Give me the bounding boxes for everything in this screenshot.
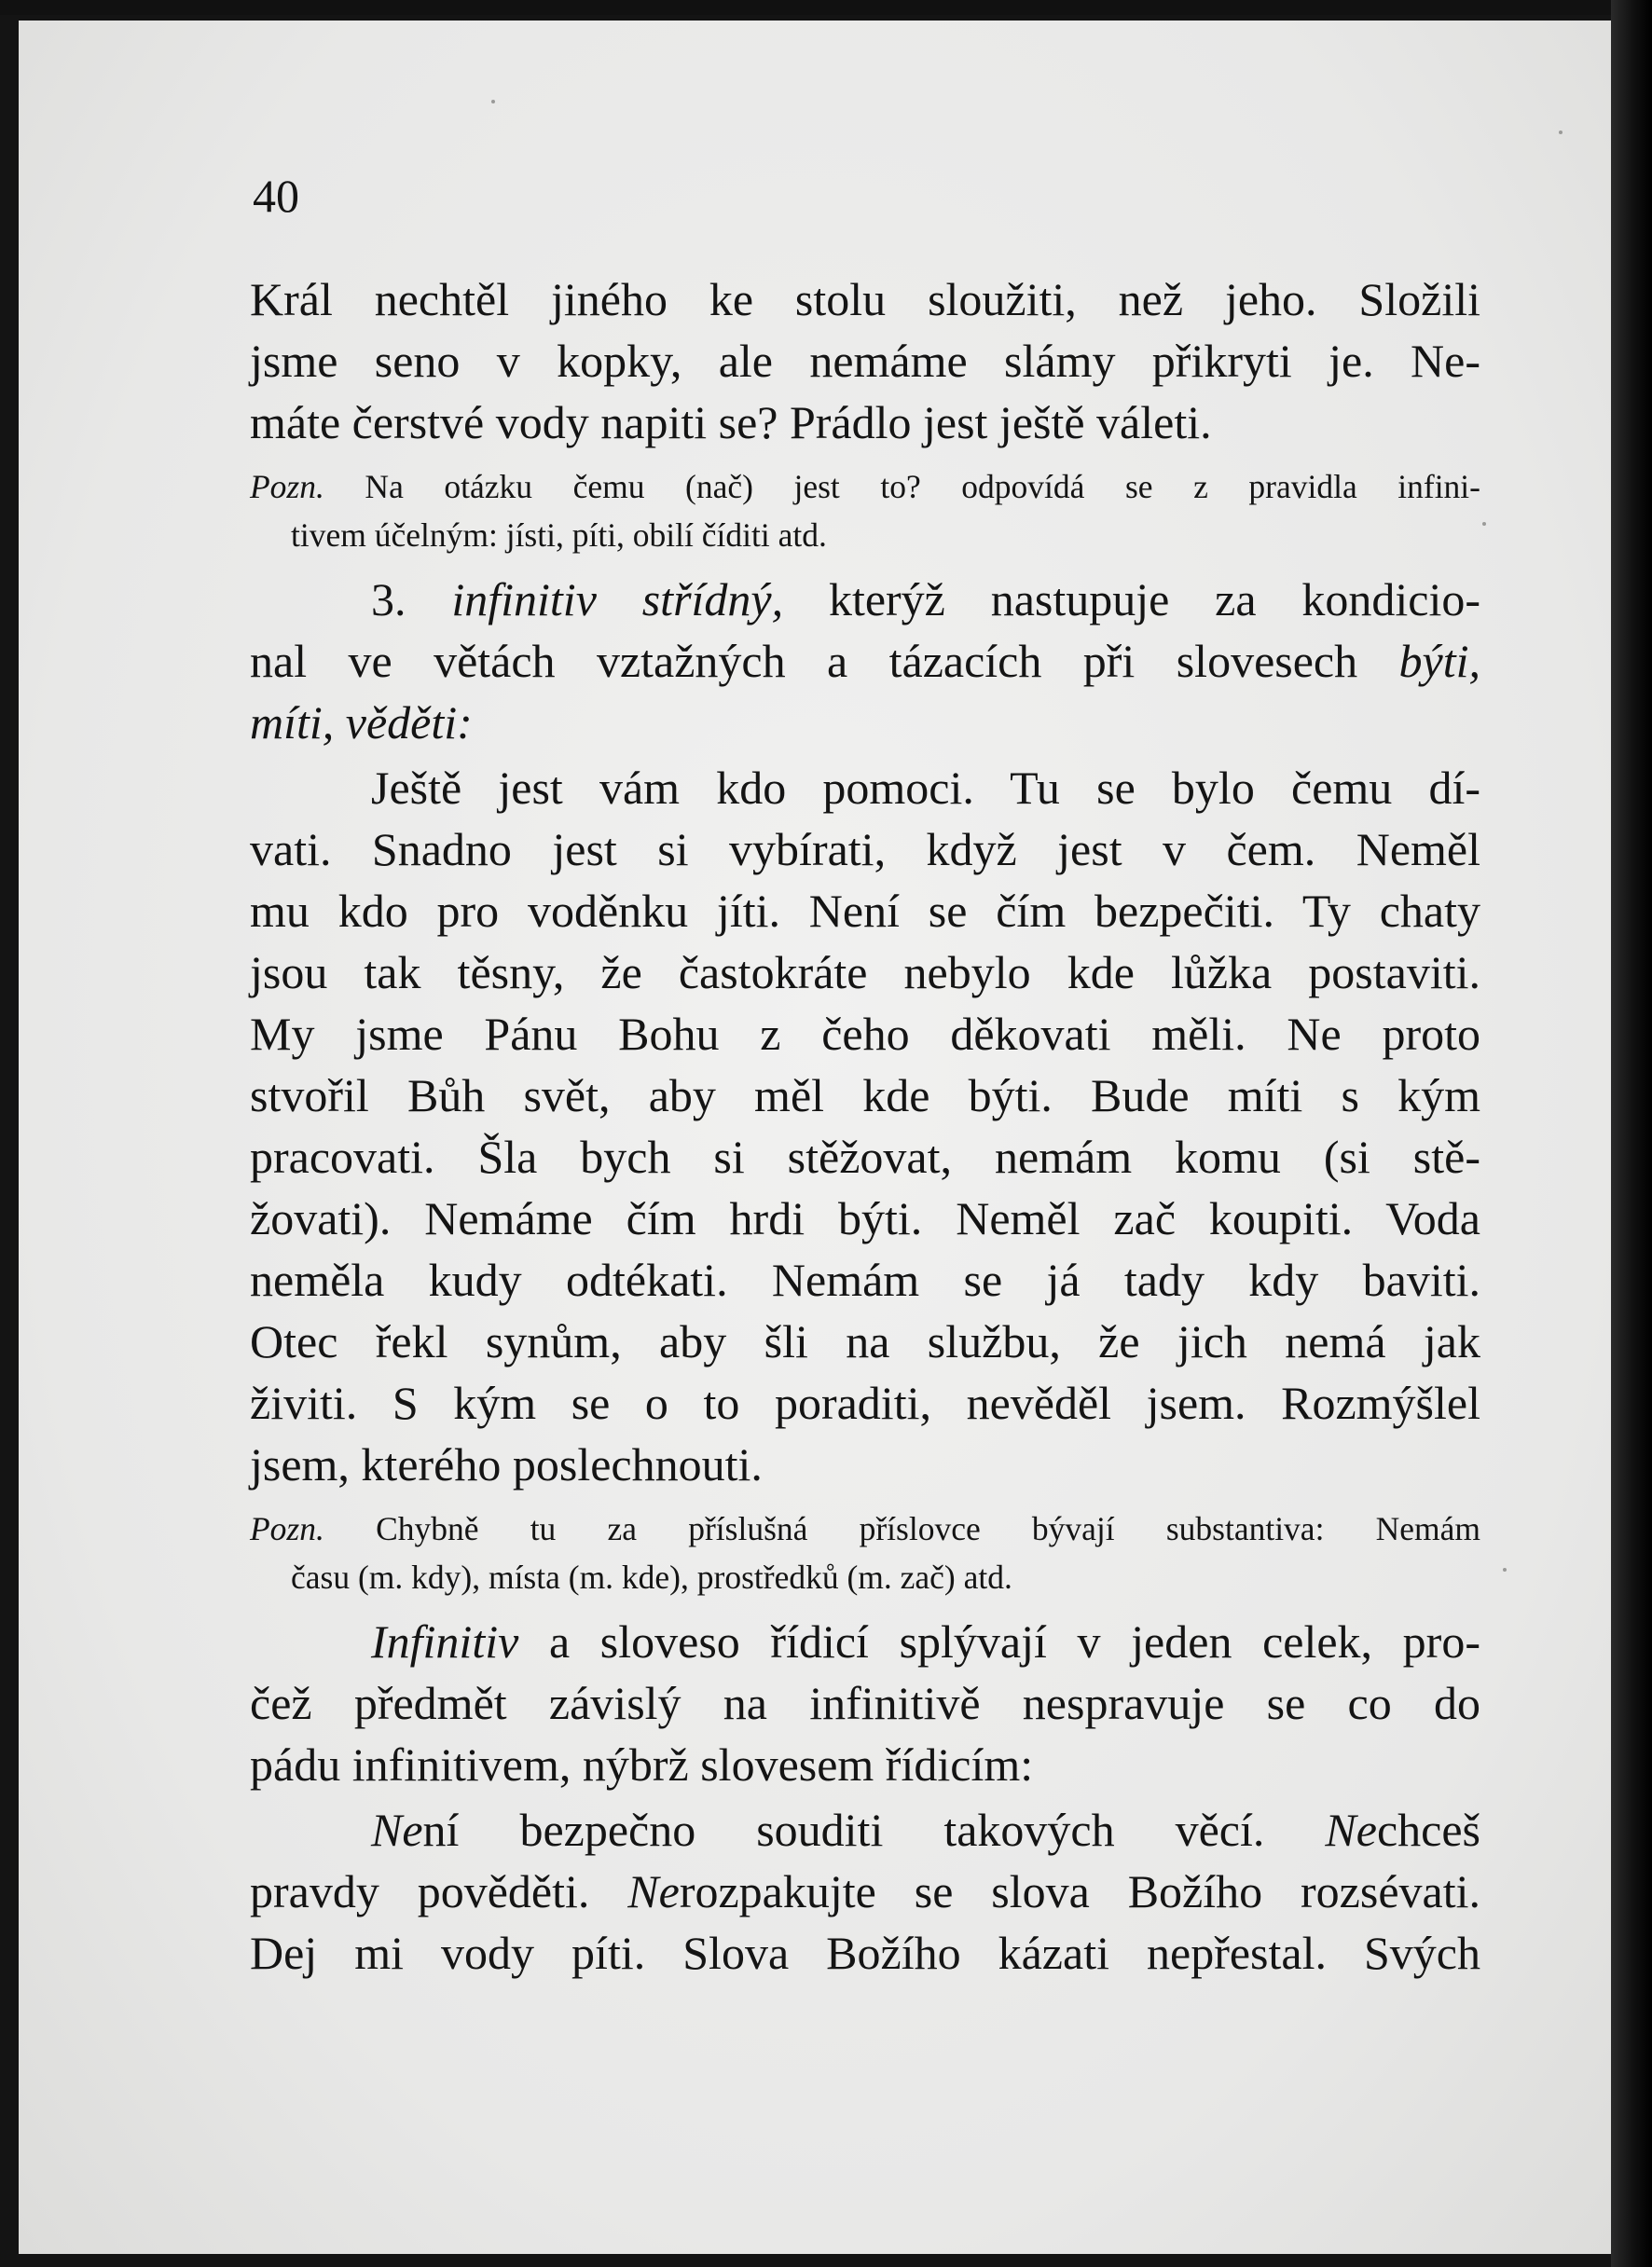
note-line [250, 511, 1480, 559]
text-span: jsme seno v kopky, ale nemáme slámy přikryti je. Ne- [250, 335, 1480, 387]
paper-speck [1559, 131, 1563, 134]
text-line [250, 1126, 1480, 1188]
text-line [250, 692, 1480, 753]
text-span: mu kdo pro voděnku jíti. Není se čím bezpečiti. Ty chaty [250, 885, 1480, 937]
note-block [250, 462, 1480, 559]
text-line [250, 941, 1480, 1003]
text-span: ní bezpečno souditi takových věcí. [422, 1804, 1326, 1856]
scan-right-edge [1611, 0, 1652, 2267]
text-span: Ještě jest vám kdo pomoci. Tu se bylo čemu dí- [371, 762, 1480, 814]
text-span: času (m. kdy), místa (m. kde), prostředků (m. zač) atd. [291, 1559, 1012, 1596]
note-line [250, 1553, 1480, 1601]
italic-text: Ne [1325, 1804, 1377, 1856]
text-line [250, 1672, 1480, 1734]
text-line [250, 1734, 1480, 1795]
italic-text: míti, věděti: [250, 696, 473, 749]
text-span: jsem, kterého poslechnouti. [250, 1438, 763, 1491]
text-span: Dej mi vody píti. Slova Božího kázati nepřestal. Svých [250, 1927, 1480, 1979]
paper-speck [1482, 522, 1486, 526]
italic-text: infinitiv střídný, [451, 573, 784, 625]
text-span: Na otázku čemu (nač) jest to? odpovídá se z pravidla infini- [324, 468, 1480, 505]
paragraph [250, 268, 1480, 453]
page-number: 40 [253, 170, 299, 222]
text-span: nal ve větách vztažných a tázacích při slovesech [250, 635, 1399, 687]
block-gap [250, 453, 1480, 462]
text-span: My jsme Pánu Bohu z čeho děkovati měli. Ne proto [250, 1008, 1480, 1060]
text-span: vati. Snadno jest si vybírati, když jest v čem. Neměl [250, 823, 1480, 875]
note-block [250, 1504, 1480, 1601]
text-span: neměla kudy odtékati. Nemám se já tady kdy baviti. [250, 1254, 1480, 1306]
paragraph [250, 1799, 1480, 1984]
text-span: Otec řekl synům, aby šli na službu, že jich nemá jak [250, 1315, 1480, 1367]
text-line [250, 392, 1480, 453]
text-span: máte čerstvé vody napiti se? Prádlo jest ještě váleti. [250, 396, 1212, 448]
scan-top-edge [0, 0, 1652, 15]
note-line [250, 462, 1480, 511]
page-content [250, 268, 1480, 1984]
text-line [250, 1249, 1480, 1311]
text-line [250, 1434, 1480, 1495]
text-span: 3. [371, 573, 452, 625]
text-span: chceš [1376, 1804, 1480, 1856]
paper-speck [1503, 1568, 1507, 1572]
paragraph [250, 757, 1480, 1495]
text-block [250, 168, 1480, 1984]
text-line [250, 630, 1480, 692]
text-line [250, 1611, 1480, 1672]
text-span: kterýž nastupuje za kondicio- [783, 573, 1480, 625]
text-line [250, 1372, 1480, 1434]
paper-speck [491, 100, 495, 103]
text-line [250, 1922, 1480, 1984]
text-line [250, 1861, 1480, 1922]
block-gap [250, 559, 1480, 569]
text-line [250, 569, 1480, 630]
text-span: živiti. S kým se o to poraditi, nevěděl jsem. Rozmýšlel [250, 1377, 1480, 1429]
text-span: stvořil Bůh svět, aby měl kde býti. Bude míti s kým [250, 1069, 1480, 1121]
text-span: Chybně tu za příslušná příslovce bývají substantiva: Nemám [324, 1510, 1480, 1547]
note-line [250, 1504, 1480, 1553]
text-line [250, 1188, 1480, 1249]
paragraph [250, 1611, 1480, 1795]
italic-text: býti, [1398, 635, 1480, 687]
text-line [250, 1065, 1480, 1126]
italic-text: Ne [627, 1865, 680, 1917]
text-span: jsou tak těsny, že častokráte nebylo kde lůžka postaviti. [250, 946, 1480, 998]
italic-text: Infinitiv [371, 1615, 519, 1668]
text-line [250, 880, 1480, 941]
text-line [250, 1311, 1480, 1372]
text-span: žovati). Nemáme čím hrdi býti. Neměl zač koupiti. Voda [250, 1192, 1480, 1244]
italic-text: Pozn. [250, 468, 324, 505]
text-span: pádu infinitivem, nýbrž slovesem řídicím: [250, 1738, 1034, 1791]
text-line [250, 757, 1480, 818]
text-span: Král nechtěl jiného ke stolu sloužiti, než jeho. Složili [250, 273, 1480, 325]
block-gap [250, 1495, 1480, 1504]
italic-text: Ne [371, 1804, 423, 1856]
text-span: čež předmět závislý na infinitivě nespravuje se co do [250, 1677, 1480, 1729]
text-span: a sloveso řídicí splývají v jeden celek, pro- [518, 1615, 1480, 1668]
text-span: tivem účelným: jísti, píti, obilí číditi atd. [291, 516, 827, 554]
text-line [250, 1799, 1480, 1861]
italic-text: Pozn. [250, 1510, 324, 1547]
text-line [250, 1003, 1480, 1065]
text-span: pracovati. Šla bych si stěžovat, nemám komu (si stě- [250, 1131, 1480, 1183]
text-span: pravdy pověděti. [250, 1865, 628, 1917]
text-line [250, 330, 1480, 392]
text-line [250, 268, 1480, 330]
text-span: rozpakujte se slova Božího rozsévati. [679, 1865, 1481, 1917]
text-line [250, 818, 1480, 880]
block-gap [250, 1601, 1480, 1611]
paragraph [250, 569, 1480, 753]
